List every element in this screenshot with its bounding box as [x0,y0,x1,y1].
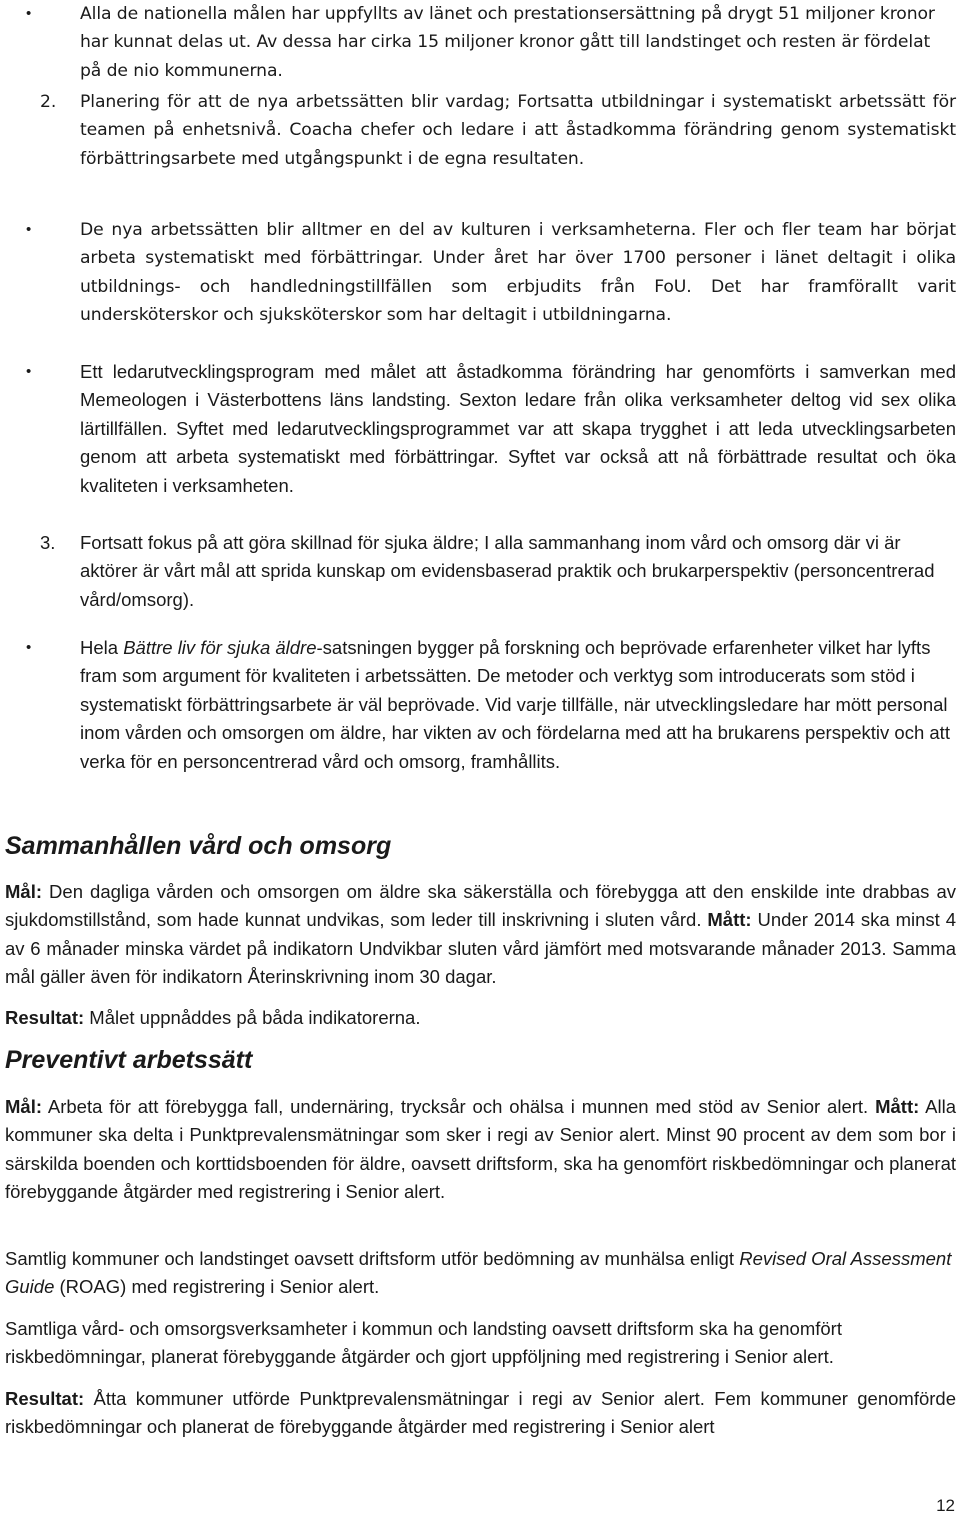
intro-bullet-text: Alla de nationella målen har uppfyllts av länet och prestationsersättning på drygt 51 miljoner kronor har kunnat delas ut. Av dessa har cirka 15 miljoner kronor gått till landstinget och resten är fördelat på de nio kommunerna. [80,4,935,81]
section-2-bullet-1: De nya arbetssätten blir alltmer en del av kulturen i verksamheterna. Fler och fler team har börjat arbeta systematiskt med förbättringar. Under året har över 1700 personer i länet deltagit i olika utbildnings- och handledningstillfällen som erbjudits från FoU. Det har framförallt varit undersköterskor och sjuksköterskor som har deltagit i utbildningarna. [80,220,956,326]
section-2-heading [80,88,956,173]
section-3-bullet-italic: Bättre liv för sjuka äldre [123,637,317,658]
section-heading-preventivt: Preventivt arbetssätt [5,1046,253,1074]
resultat-text: Målet uppnåddes på båda indikatorerna. [84,1007,421,1028]
matt-text: Under 2014 ska minst 4 av 6 månader minska värdet på indikatorn Undvikbar sluten vård jämfört med motsvarande månader 2013. Samma mål gäller även för indikatorn Återinskrivning inom 30 dagar. [5,909,956,988]
section-2-number: 2. [40,92,57,112]
bullet-marker: • [26,363,32,380]
roag-post: (ROAG) med registrering i Senior alert. [54,1276,380,1298]
section-3-bullet-pre: Hela [80,637,124,658]
matt-label: Mått: [707,909,752,931]
mal-text: Arbeta för att förebygga fall, undernäring, trycksår och ohälsa i munnen med stöd av Senior alert. [42,1096,876,1117]
roag-italic: Revised Oral Assessment Guide [5,1248,952,1298]
section-2-heading-rest: Coacha chefer och ledare i att åstadkomma förändring genom systematiskt förbättringsarbete med utgångspunkt i de egna resultaten. [80,120,956,169]
bullet-marker: • [26,5,32,22]
bullet-marker: • [26,639,32,656]
resultat-label: Resultat: [5,1007,85,1028]
prevent-mal-matt [5,1093,956,1207]
prevent-paragraph-roag [5,1245,956,1302]
resultat-label: Resultat: [5,1388,85,1409]
mal-label: Mål: [5,1096,42,1117]
prevent-paragraph-samtliga: Samtliga vård- och omsorgsverksamheter i kommun och landsting oavsett driftsform ska ha genomfört riskbedömningar, planerat förebyggande åtgärder och gjort uppföljning med registrering i Senior alert. [5,1318,842,1368]
matt-text: Alla kommuner ska delta i Punktprevalensmätningar som sker i regi av Senior alert. Minst 90 procent av dem som bor i särskilda boenden och korttidsboenden för äldre, oavsett driftsform, ska ha genomfört riskbedömningar och planerat förebyggande åtgärder med registrering i Senior alert. [5,1096,956,1203]
prevent-resultat [5,1385,956,1442]
section-2-heading-main: Planering för att de nya arbetssätten blir vardag; Fortsatta utbildningar i systematiskt arbetssätt för teamen på enhetsnivå. [80,92,956,141]
section-3-number: 3. [40,532,56,553]
section-3-bullet [80,634,956,776]
samman-resultat [5,1004,956,1032]
matt-label: Mått: [875,1096,920,1117]
section-3-bullet-post: -satsningen bygger på forskning och beprövade erfarenheter vilket har lyfts fram som argument för kvaliteten i arbetssätten. De metoder och verktyg som introducerats som stöd i systematiskt förbättringsarbete är väl beprövade. Vid varje tillfälle, när utvecklingsledare har mött personal inom vården och omsorgen om äldre, har vikten av och fördelarna med att ha brukarens perspektiv och att verka för en personcentrerad vård och omsorg, framhållits. [80,637,950,772]
roag-pre: Samtlig kommuner och landstinget oavsett driftsform utför bedömning av munhälsa enligt [5,1248,740,1269]
samman-mal-matt [5,878,956,992]
page-number: 12 [936,1496,955,1515]
bullet-marker: • [26,221,32,238]
mal-text: Den dagliga vården och omsorgen om äldre ska säkerställa och förebygga att den enskilde inte drabbas av sjukdomstillstånd, som hade kunnat undvikas, som leder till inskrivning i sluten vård. [5,881,956,931]
resultat-text: Åtta kommuner utförde Punktprevalensmätningar i regi av Senior alert. Fem kommuner genomförde riskbedömningar och planerat de förebyggande åtgärder med registrering i Senior alert [5,1388,956,1438]
section-heading-samman: Sammanhållen vård och omsorg [5,832,392,860]
section-2-bullet-2: Ett ledarutvecklingsprogram med målet att åstadkomma förändring har genomförts i samverkan med Memeologen i Västerbottens läns landsting. Sexton ledare från olika verksamheter deltog vid sex olika lärtillfällen. Syftet med ledarutvecklingsprogrammet var att skapa trygghet i att leda utvecklingsarbeten genom att arbeta systematiskt med förbättringar. Syftet var också att nå förbättrade resultat och öka kvaliteten i verksamheten. [80,361,956,496]
mal-label: Mål: [5,881,42,902]
section-3-heading: Fortsatt fokus på att göra skillnad för sjuka äldre; I alla sammanhang inom vård och omsorg där vi är aktörer är vårt mål att sprida kunskap om evidensbaserad praktik och brukarperspektiv (personcentrerad vård/omsorg). [80,532,935,610]
